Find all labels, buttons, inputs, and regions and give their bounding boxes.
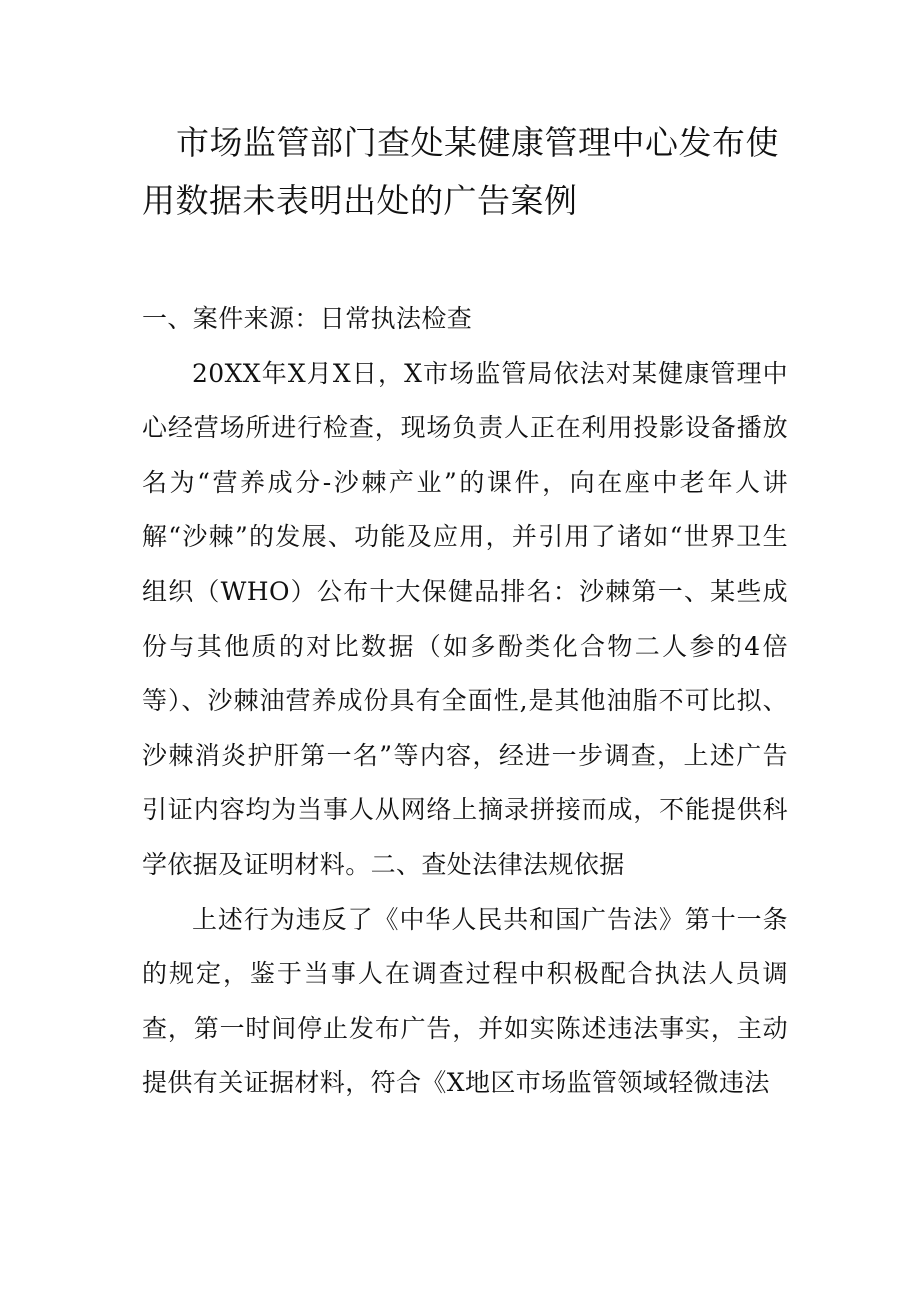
paragraph-inspection: 20XX年X月X日，X市场监管局依法对某健康管理中心经营场所进行检查，现场负责人正在利用投影设备播放名为“营养成分-沙棘产业”的课件，向在座中老年人讲解“沙棘”的发展、功能及应用，并引用了诸如“世界卫生组织（WHO）公布十大保健品排名：沙棘第一、某些成份与其他质的对比数据（如多酚类化合物二人参的4倍等）、沙棘油营养成份具有全面性,是其他油脂不可比拟、沙棘消炎护肝第一名”等内容，经进一步调查，上述广告引证内容均为当事人从网络上摘录拼接而成，不能提供科学依据及证明材料。二、查处法律法规依据 [142,358,788,879]
section-heading-case-source: 一、案件来源：日常执法检查 [142,304,473,333]
document-body [142,292,788,1111]
document-title: 市场监管部门查处某健康管理中心发布使用数据未表明出处的广告案例 [142,123,779,220]
paragraph-legal-basis: 上述行为违反了《中华人民共和国广告法》第十一条的规定，鉴于当事人在调查过程中积极配合执法人员调查，第一时间停止发布广告，并如实陈述违法事实，主动提供有关证据材料，符合《X地区市场监管领域轻微违法 [142,904,788,1098]
